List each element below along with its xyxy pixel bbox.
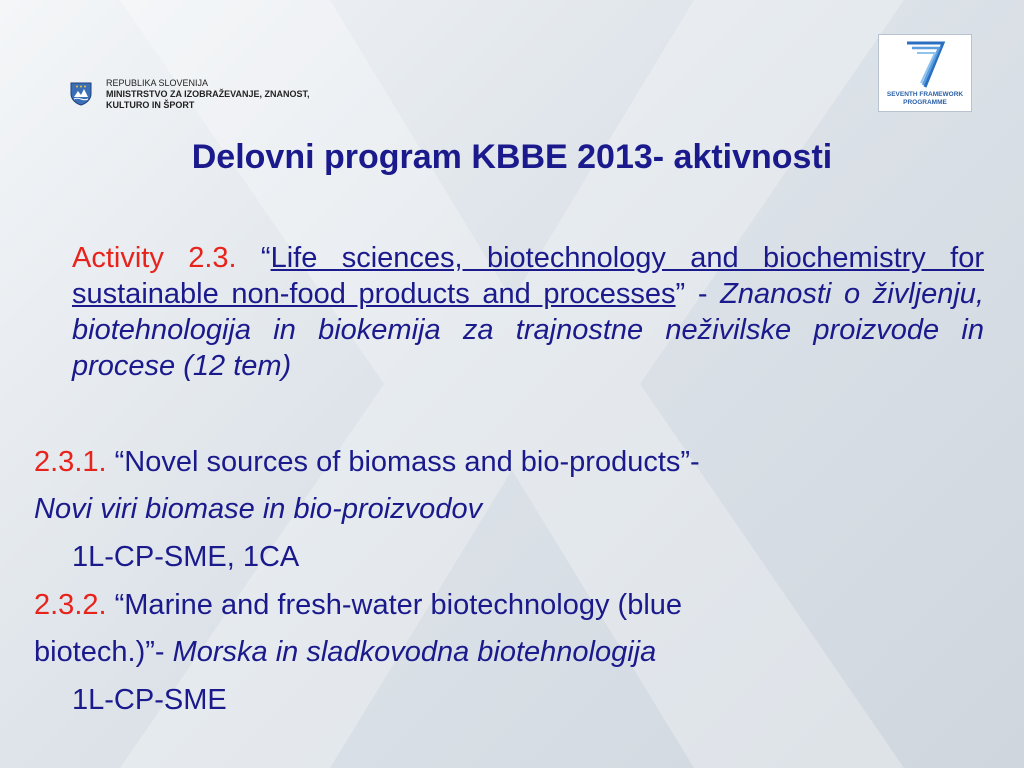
activity-paragraph [72,240,984,384]
topic-2-heading [34,587,682,623]
ministry-line-2: MINISTRSTVO ZA IZOBRAŽEVANJE, ZNANOST, [106,89,310,99]
topic-2-english-line-2: biotech.)”- [34,636,173,668]
ministry-header [70,78,310,111]
ministry-line-1: REPUBLIKA SLOVENIJA [106,78,209,88]
topic-2-number: 2.3.2. [34,589,107,621]
topic-1-number: 2.3.1. [34,446,107,478]
fp7-line-1: SEVENTH FRAMEWORK [886,91,964,98]
topic-1-heading [34,444,700,480]
topic-2-instruments: 1L-CP-SME [72,684,227,716]
slide-title: Delovni program KBBE 2013- aktivnosti [191,138,833,176]
activity-english-title-link[interactable]: Life sciences, biotechnology and biochemistry for sustainable non-food products and processes [72,242,984,310]
fp7-line-2: PROGRAMME [903,98,947,106]
slovenia-crest-icon [70,82,92,106]
fp7-label [879,91,971,106]
topic-1-slovene: Novi viri biomase in bio-proizvodov [34,493,483,525]
ministry-line-3: KULTURO IN ŠPORT [106,100,195,110]
topic-1-english: “Novel sources of biomass and bio-products”- [106,446,700,478]
topic-2-line-2 [34,634,656,670]
fp7-logo [878,34,972,112]
activity-separator: ” - [675,278,721,310]
activity-label: Activity 2.3. [72,242,237,274]
topic-1-instruments: 1L-CP-SME, 1CA [72,541,300,573]
topic-2-english-line-1: “Marine and fresh-water biotechnology (blue [106,589,683,621]
ministry-name [106,78,310,111]
activity-open-quote: “ [236,242,271,274]
seven-logo-icon [905,39,947,89]
activity-slovene-title: Znanosti o življenju, biotehnologija in biokemija za trajnostne neživilske proizvode in procese (12 tem) [72,278,984,382]
topic-2-slovene: Morska in sladkovodna biotehnologija [172,636,657,668]
